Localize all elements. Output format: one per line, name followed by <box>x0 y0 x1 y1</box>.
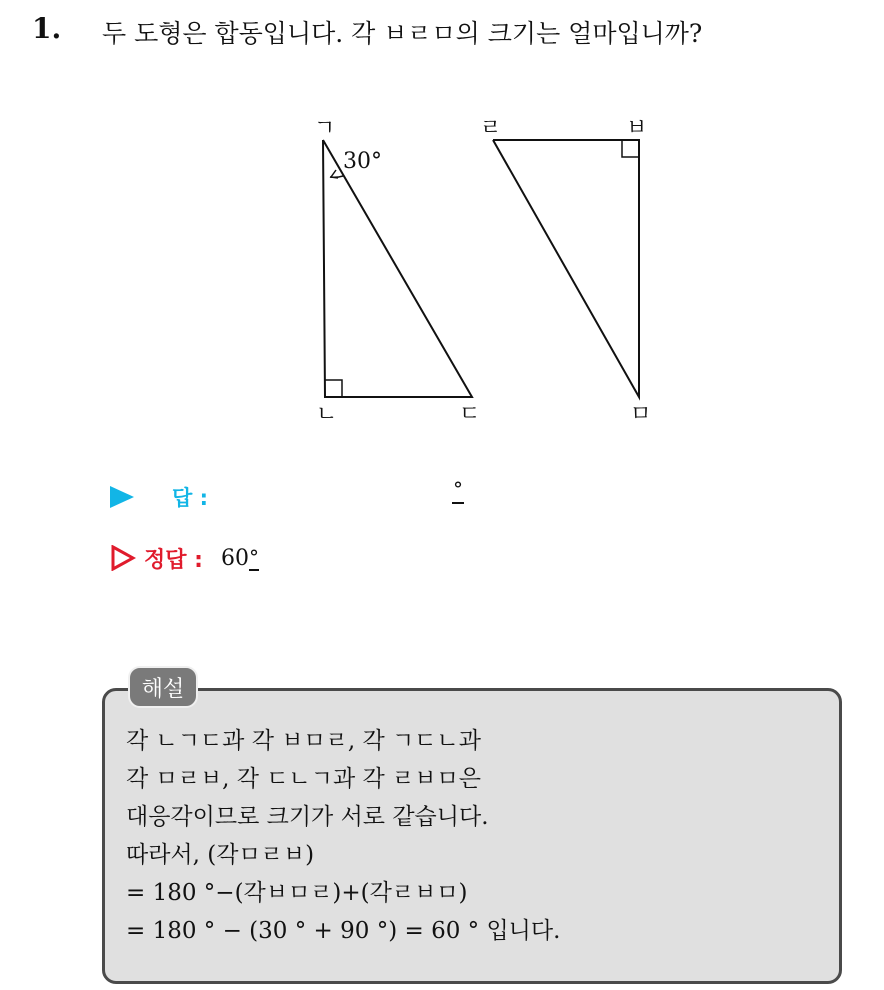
triangle-2 <box>493 140 639 397</box>
question-number: 1. <box>32 12 62 45</box>
vertex-label-rieul: ㄹ <box>480 116 502 141</box>
vertex-label-mieum: ㅁ <box>630 402 652 427</box>
outline-arrow-icon <box>110 545 136 571</box>
correct-answer-value: 60 <box>220 545 249 571</box>
vertex-label-nieun: ㄴ <box>316 402 338 427</box>
explanation-line: 따라서, (각ㅁㄹㅂ) <box>126 842 315 868</box>
explanation-line: = 180 °−(각ㅂㅁㄹ)+(각ㄹㅂㅁ) <box>126 880 468 906</box>
explanation-line: 각 ㄴㄱㄷ과 각 ㅂㅁㄹ, 각 ㄱㄷㄴ과 <box>126 728 481 754</box>
vertex-label-giyeok: ㄱ <box>314 116 336 141</box>
correct-answer-unit: ° <box>248 545 259 569</box>
right-angle-mark-b <box>622 140 639 157</box>
explanation-tag: 해설 <box>128 666 198 708</box>
congruent-triangles-figure <box>0 0 884 470</box>
explanation-text <box>126 722 560 950</box>
explanation-line: = 180 ° − (30 ° + 90 °) = 60 ° 입니다. <box>126 918 561 944</box>
answer-input[interactable] <box>240 480 440 510</box>
question-text: 두 도형은 합동입니다. 각 ㅂㄹㅁ의 크기는 얼마입니까? <box>102 19 703 48</box>
vertex-label-digeut: ㄷ <box>459 402 481 427</box>
correct-answer-label: 정답 : <box>144 547 203 573</box>
answer-row <box>110 480 208 514</box>
play-arrow-icon <box>110 486 134 508</box>
explanation-line: 대응각이므로 크기가 서로 같습니다. <box>126 804 489 830</box>
answer-unit: ° <box>452 476 464 504</box>
vertex-label-bieup: ㅂ <box>626 116 648 141</box>
triangle-1 <box>323 140 472 397</box>
right-angle-mark-n <box>325 380 342 397</box>
correct-answer-row <box>110 540 259 576</box>
angle-label-30: 30° <box>343 149 382 174</box>
answer-label: 답 : <box>172 486 208 510</box>
explanation-line: 각 ㅁㄹㅂ, 각 ㄷㄴㄱ과 각 ㄹㅂㅁ은 <box>126 766 481 792</box>
